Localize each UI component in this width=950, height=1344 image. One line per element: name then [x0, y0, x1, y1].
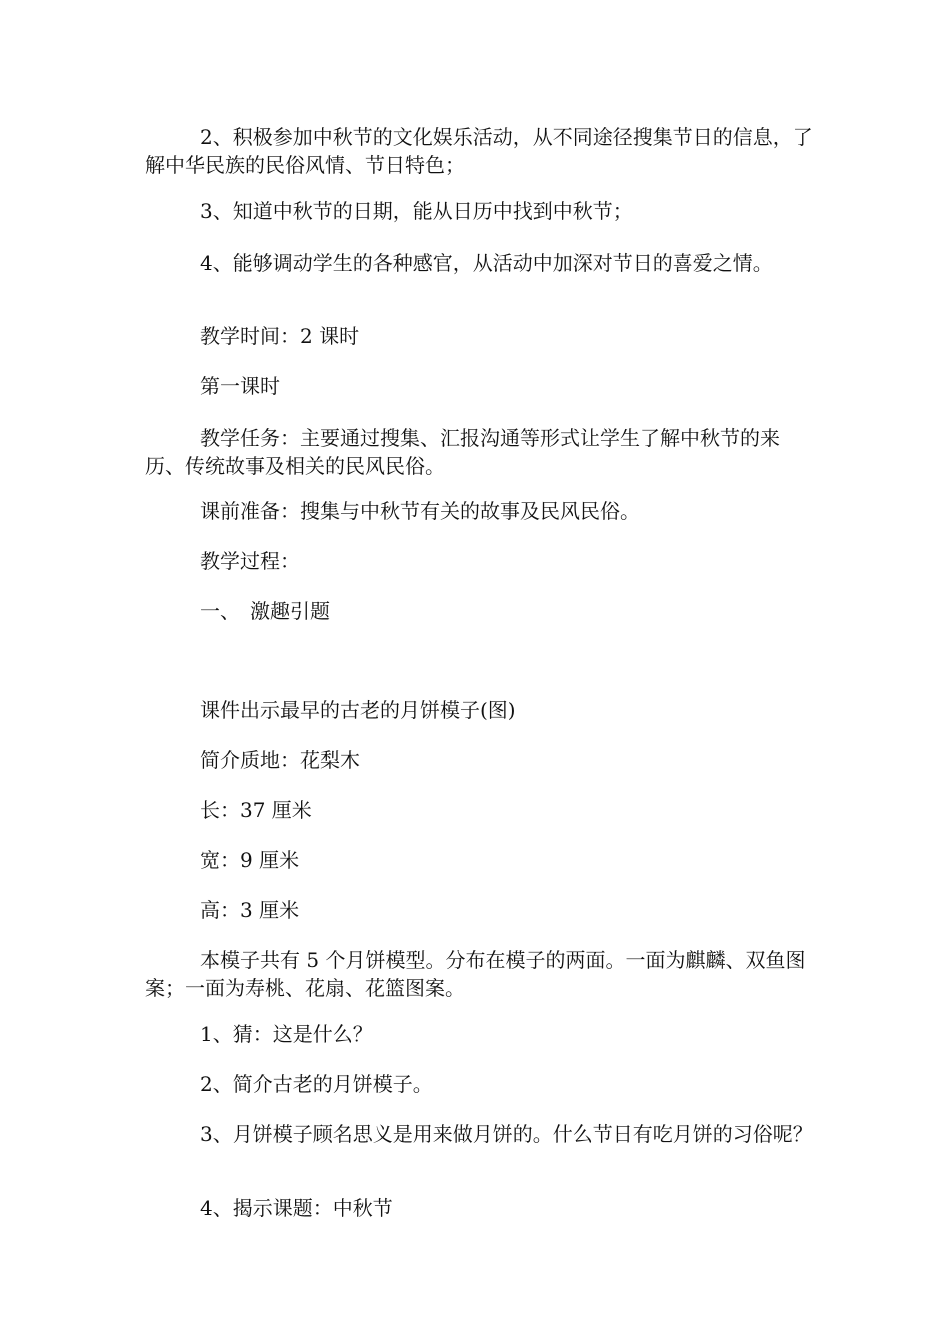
heading-section-one: 一、 激趣引题 — [200, 599, 330, 623]
paragraph-mold-description: 本模子共有 5 个月饼模型。分布在模子的两面。一面为麒麟、双鱼图案；一面为寿桃、花扇、花篮图案。 — [145, 948, 806, 1000]
paragraph-teaching-task: 教学任务：主要通过搜集、汇报沟通等形式让学生了解中秋节的来历、传统故事及相关的民风民俗。 — [145, 426, 780, 478]
paragraph-width: 宽：9 厘米 — [200, 848, 300, 872]
paragraph-preparation: 课前准备：搜集与中秋节有关的故事及民风民俗。 — [200, 499, 640, 523]
paragraph-courseware: 课件出示最早的古老的月饼模子(图) — [200, 698, 516, 722]
paragraph-objective-3: 3、知道中秋节的日期，能从日历中找到中秋节； — [200, 199, 633, 223]
paragraph-height: 高：3 厘米 — [200, 898, 300, 922]
paragraph-first-lesson: 第一课时 — [200, 374, 280, 398]
paragraph-length: 长：37 厘米 — [200, 798, 312, 822]
paragraph-step-1: 1、猜：这是什么？ — [200, 1022, 373, 1046]
paragraph-objective-2: 2、积极参加中秋节的文化娱乐活动，从不同途径搜集节日的信息，了解中华民族的民俗风情、节日特色； — [145, 125, 813, 177]
paragraph-material: 简介质地：花梨木 — [200, 748, 360, 772]
paragraph-step-2: 2、简介古老的月饼模子。 — [200, 1072, 433, 1096]
paragraph-objective-4: 4、能够调动学生的各种感官，从活动中加深对节日的喜爱之情。 — [200, 251, 773, 275]
paragraph-step-4: 4、揭示课题：中秋节 — [200, 1196, 393, 1220]
paragraph-teaching-time: 教学时间：2 课时 — [200, 324, 360, 348]
paragraph-step-3: 3、月饼模子顾名思义是用来做月饼的。什么节日有吃月饼的习俗呢？ — [200, 1122, 813, 1146]
paragraph-teaching-process: 教学过程： — [200, 549, 300, 573]
